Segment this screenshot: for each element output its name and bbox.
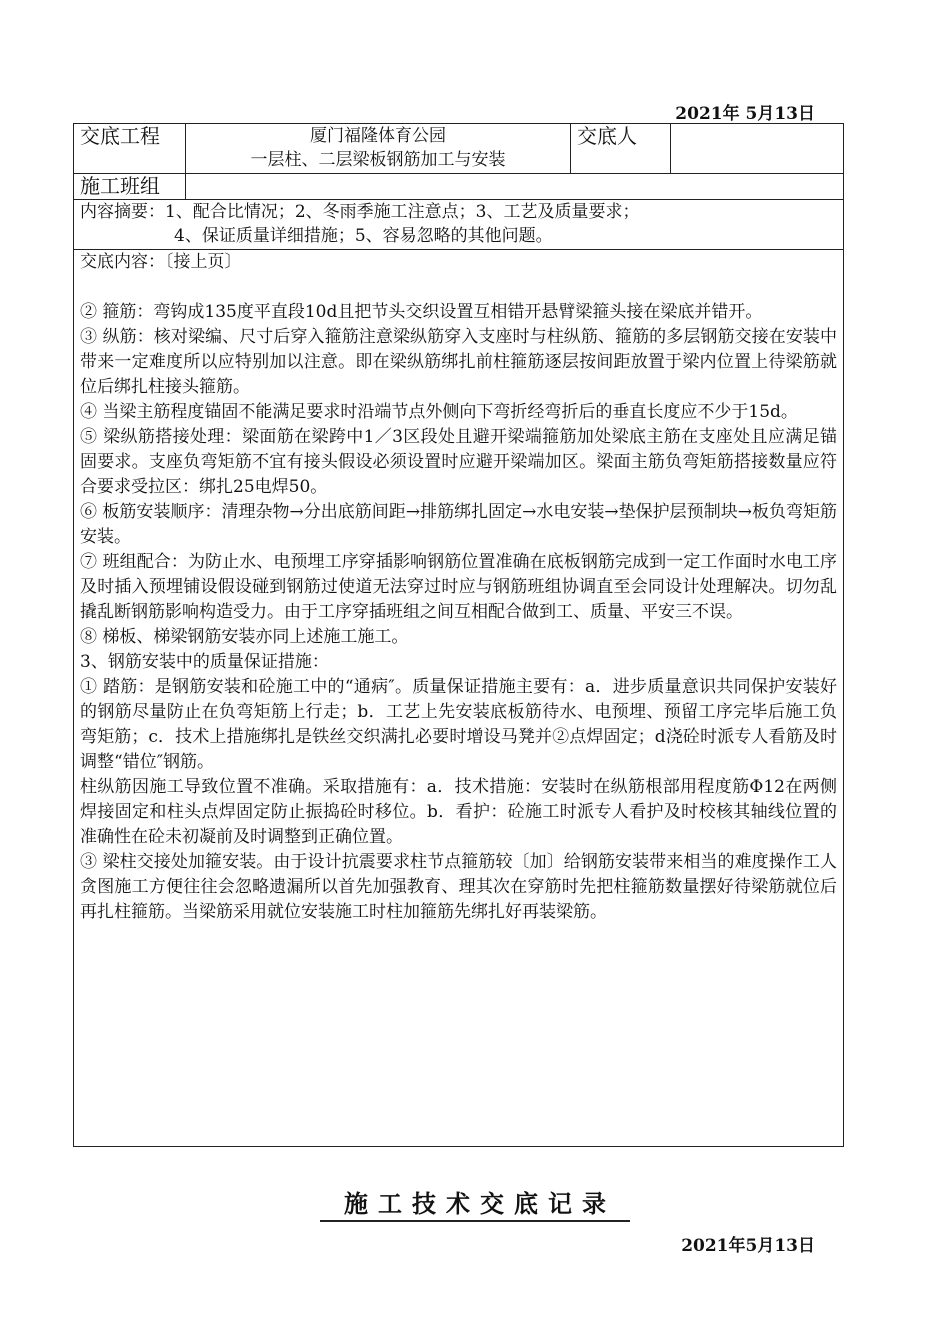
paragraph: ⑥ 板筋安装顺序：清理杂物→分出底筋间距→排筋绑扎固定→水电安装→垫保护层预制块→板负弯矩筋安装。 [80, 502, 837, 547]
project-name-line2: 一层柱、二层梁板钢筋加工与安装 [250, 150, 506, 170]
paragraph: ③ 梁柱交接处加箍安装。由于设计抗震要求柱节点箍筋较〔加〕给钢筋安装带来相当的难度操作工人贪图施工方便往往会忽略遗漏所以首先加强教育、理其次在穿筋时先把柱箍筋数量摆好待梁筋就位后再扎柱箍筋。当梁筋采用就位安装施工时柱加箍筋先绑扎好再装梁筋。 [80, 852, 837, 922]
paragraph: ① 踏筋：是钢筋安装和砼施工中的“通病″。质量保证措施主要有：a．进步质量意识共同保护安装好的钢筋尽量防止在负弯矩筋上行走；b．工艺上先安装底板筋待水、电预埋、预留工序完毕后施工负弯矩筋；c．技术上措施绑扎是铁丝交织满扎必要时增设马凳并②点焊固定；d浇砼时派专人看筋及时调整“错位″钢筋。 [80, 677, 838, 772]
presenter-value [671, 124, 844, 174]
disclosure-table [73, 123, 844, 1147]
summary-line1: 内容摘要：1、配合比情况；2、冬雨季施工注意点；3、工艺及质量要求； [80, 202, 640, 222]
paragraph: ⑤ 梁纵筋搭接处理：梁面筋在梁跨中1／3区段处且避开梁端箍筋加处梁底主筋在支座处且应满足锚固要求。支座负弯矩筋不宜有接头假设必须设置时应避开梁端加区。梁面主筋负弯矩筋搭接数量应符合要求受拉区：绑扎25电焊50。 [80, 427, 837, 497]
project-name [186, 124, 571, 174]
paragraph: ③ 纵筋：核对梁编、尺寸后穿入箍筋注意梁纵筋穿入支座时与柱纵筋、箍筋的多层钢筋交接在安装中带来一定难度所以应特别加以注意。即在梁纵筋绑扎前柱箍筋逐层按间距放置于梁内位置上待梁筋就位后绑扎柱接头箍筋。 [80, 327, 837, 397]
blank-line [80, 275, 837, 300]
paragraph: ⑧ 梯板、梯梁钢筋安装亦同上述施工施工。 [80, 627, 409, 647]
team-value [186, 174, 844, 200]
paragraph: ② 箍筋：弯钩成135度平直段10d且把节头交织设置互相错开悬臂梁箍头接在梁底并错开。 [80, 302, 763, 322]
content-label: 交底内容：〔接上页〕 [80, 252, 242, 272]
disclosure-content [74, 250, 844, 1147]
presenter-label: 交底人 [571, 124, 671, 174]
next-page-date: 2021年5月13日 [681, 1236, 815, 1256]
summary [74, 200, 844, 250]
summary-line2: 4、保证质量详细措施；5、容易忽略的其他问题。 [174, 226, 553, 246]
project-name-line1: 厦门福隆体育公园 [310, 126, 446, 146]
project-label: 交底工程 [74, 124, 186, 174]
paragraph: ⑦ 班组配合：为防止水、电预埋工序穿插影响钢筋位置准确在底板钢筋完成到一定工作面时水电工序及时插入预埋铺设假设碰到钢筋过使道无法穿过时应与钢筋班组协调直至会同设计处理解决。切勿乱撬乱断钢筋影响构造受力。由于工序穿插班组之间互相配合做到工、质量、平安三不误。 [80, 552, 837, 622]
section-heading: 3、钢筋安装中的质量保证措施： [80, 652, 329, 672]
next-page-title [0, 1188, 950, 1222]
paragraph: ④ 当梁主筋程度锚固不能满足要求时沿端节点外侧向下弯折经弯折后的垂直长度应不少于15d。 [80, 402, 798, 422]
record-date: 2021年 5月13日 [675, 104, 815, 124]
team-label: 施工班组 [74, 174, 186, 200]
paragraph: 柱纵筋因施工导致位置不准确。采取措施有：a．技术措施：安装时在纵筋根部用程度筋Φ12在两侧焊接固定和柱头点焊固定防止振捣砼时移位。b．看护：砼施工时派专人看护及时校核其轴线位置的准确性在砼未初凝前及时调整到正确位置。 [80, 777, 837, 847]
record-title: 施工技术交底记录 [320, 1188, 630, 1222]
